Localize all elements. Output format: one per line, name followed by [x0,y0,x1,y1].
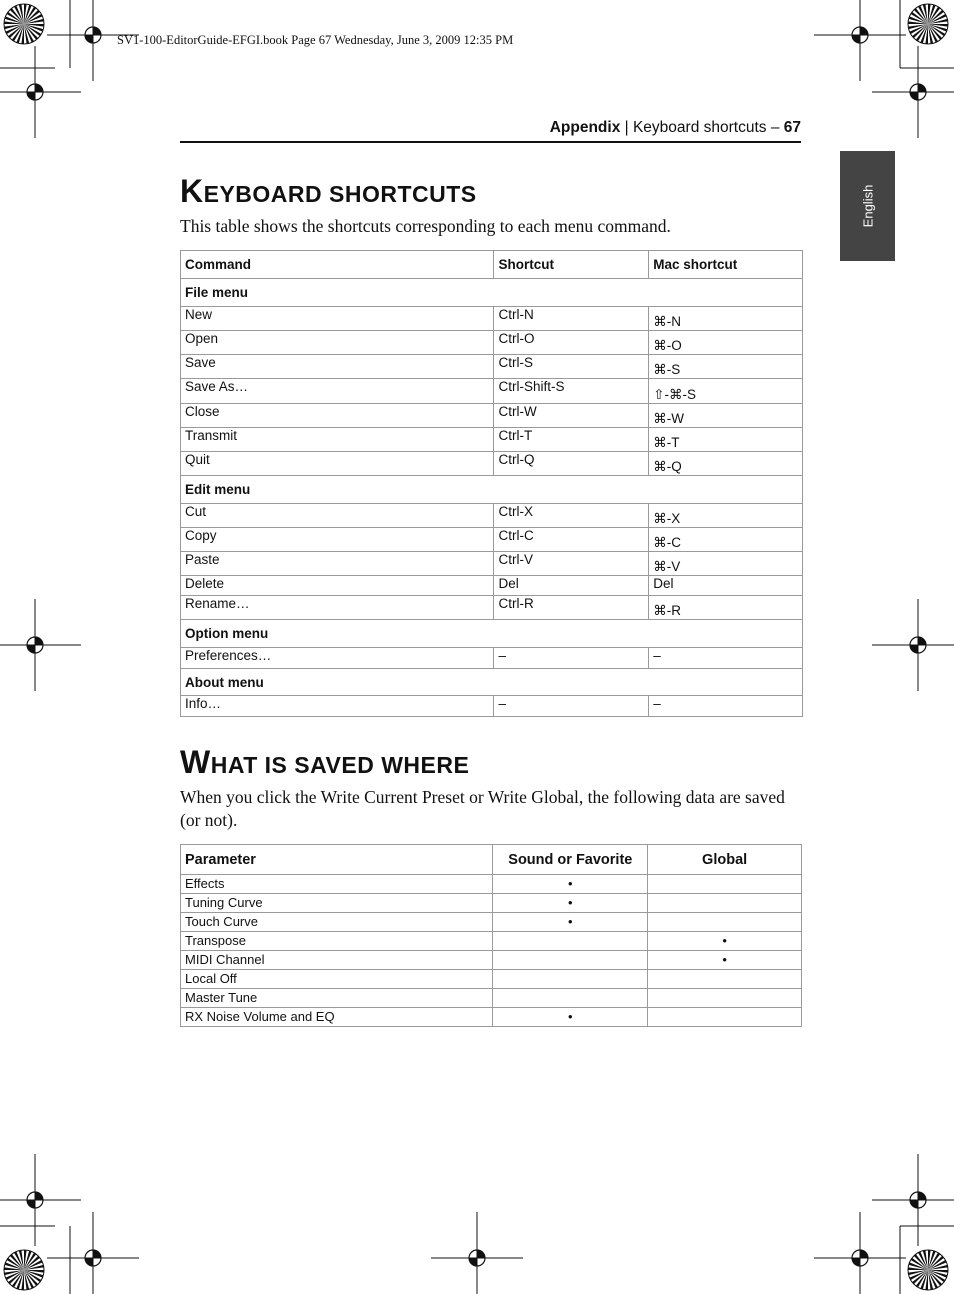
mac-shortcut-cell: ⌘-V [649,552,803,576]
registration-mark [872,599,954,691]
shortcut-cell: Ctrl-N [494,307,649,331]
registration-mark [872,1154,954,1246]
mac-shortcut-cell: ⌘-X [649,504,803,528]
section1-intro: This table shows the shortcuts corresponding to each menu command. [180,216,671,236]
command-cell: Open [181,331,494,355]
mac-shortcut-cell: ⌘-C [649,528,803,552]
shortcut-cell: Ctrl-W [494,404,649,428]
command-cell: Paste [181,552,494,576]
registration-mark [47,1212,139,1294]
column-header: Sound or Favorite [493,845,648,875]
parameter-cell: Tuning Curve [181,894,493,913]
registration-mark [814,1212,906,1294]
registration-mark [0,599,81,691]
language-tab-label: English [860,184,875,228]
sound-favorite-cell: • [493,875,648,894]
registration-mark [0,1154,81,1246]
page-number: 67 [783,119,801,136]
mac-shortcut-cell: ⌘-T [649,428,803,452]
section2-intro: When you click the Write Current Preset or Write Global, the following data are saved (or not). [180,787,785,830]
command-cell: Save [181,355,494,379]
shortcut-cell: Ctrl-C [494,528,649,552]
shortcut-cell: – [494,696,649,717]
starburst-mark-top-right [908,4,948,44]
registration-mark [814,0,906,81]
running-head-dash: – [766,119,784,136]
menu-section-header: File menu [181,279,803,307]
command-cell: Delete [181,576,494,596]
global-cell: • [648,932,802,951]
mac-shortcut-cell: – [649,696,803,717]
registration-mark [431,1212,523,1294]
parameter-cell: MIDI Channel [181,951,493,970]
registration-mark [0,46,81,138]
starburst-mark-bottom-right [908,1250,948,1290]
parameter-cell: Master Tune [181,989,493,1008]
title-rest: EYBOARD SHORTCUTS [203,181,477,207]
command-cell: Preferences… [181,648,494,669]
shortcut-cell: Ctrl-Shift-S [494,379,649,404]
mac-shortcut-cell: ⌘-R [649,596,803,620]
menu-section-header: About menu [181,669,803,696]
parameter-cell: RX Noise Volume and EQ [181,1008,493,1027]
command-cell: Close [181,404,494,428]
column-header: Mac shortcut [649,251,803,279]
command-cell: Quit [181,452,494,476]
column-header: Global [648,845,802,875]
command-cell: Copy [181,528,494,552]
title-rest: HAT IS SAVED WHERE [210,752,470,778]
shortcut-cell: Ctrl-O [494,331,649,355]
sound-favorite-cell: • [493,894,648,913]
command-cell: New [181,307,494,331]
shortcut-cell: Ctrl-V [494,552,649,576]
parameter-cell: Transpose [181,932,493,951]
global-cell: • [648,951,802,970]
column-header: Shortcut [494,251,649,279]
registration-mark [47,0,139,81]
mac-shortcut-cell: Del [649,576,803,596]
mac-shortcut-cell: – [649,648,803,669]
shortcut-cell: Ctrl-T [494,428,649,452]
shortcut-cell: Ctrl-X [494,504,649,528]
title-initial: K [180,173,204,209]
command-cell: Save As… [181,379,494,404]
shortcut-cell: Ctrl-S [494,355,649,379]
mac-shortcut-cell: ⌘-W [649,404,803,428]
registration-mark [872,46,954,138]
running-head-separator: | [620,119,633,136]
mac-shortcut-cell: ⌘-S [649,355,803,379]
book-meta-line: SV1-100-EditorGuide-EFGI.book Page 67 Wednesday, June 3, 2009 12:35 PM [117,33,514,47]
command-cell: Rename… [181,596,494,620]
title-initial: W [180,744,211,780]
mac-shortcut-cell: ⇧-⌘-S [649,379,803,404]
mac-shortcut-cell: ⌘-N [649,307,803,331]
command-cell: Cut [181,504,494,528]
parameter-cell: Effects [181,875,493,894]
running-head-topic: Keyboard shortcuts [632,119,767,136]
mac-shortcut-cell: ⌘-O [649,331,803,355]
shortcut-cell: – [494,648,649,669]
menu-section-header: Edit menu [181,476,803,504]
column-header: Command [181,251,494,279]
shortcut-cell: Ctrl-Q [494,452,649,476]
sound-favorite-cell: • [493,913,648,932]
sound-favorite-cell: • [493,1008,648,1027]
mac-shortcut-cell: ⌘-Q [649,452,803,476]
parameter-cell: Local Off [181,970,493,989]
starburst-mark-top-left [4,4,44,44]
shortcut-cell: Ctrl-R [494,596,649,620]
command-cell: Transmit [181,428,494,452]
starburst-mark-bottom-left [4,1250,44,1290]
shortcut-cell: Del [494,576,649,596]
parameter-cell: Touch Curve [181,913,493,932]
command-cell: Info… [181,696,494,717]
column-header: Parameter [181,845,493,875]
menu-section-header: Option menu [181,620,803,648]
running-head-section: Appendix [549,119,621,136]
